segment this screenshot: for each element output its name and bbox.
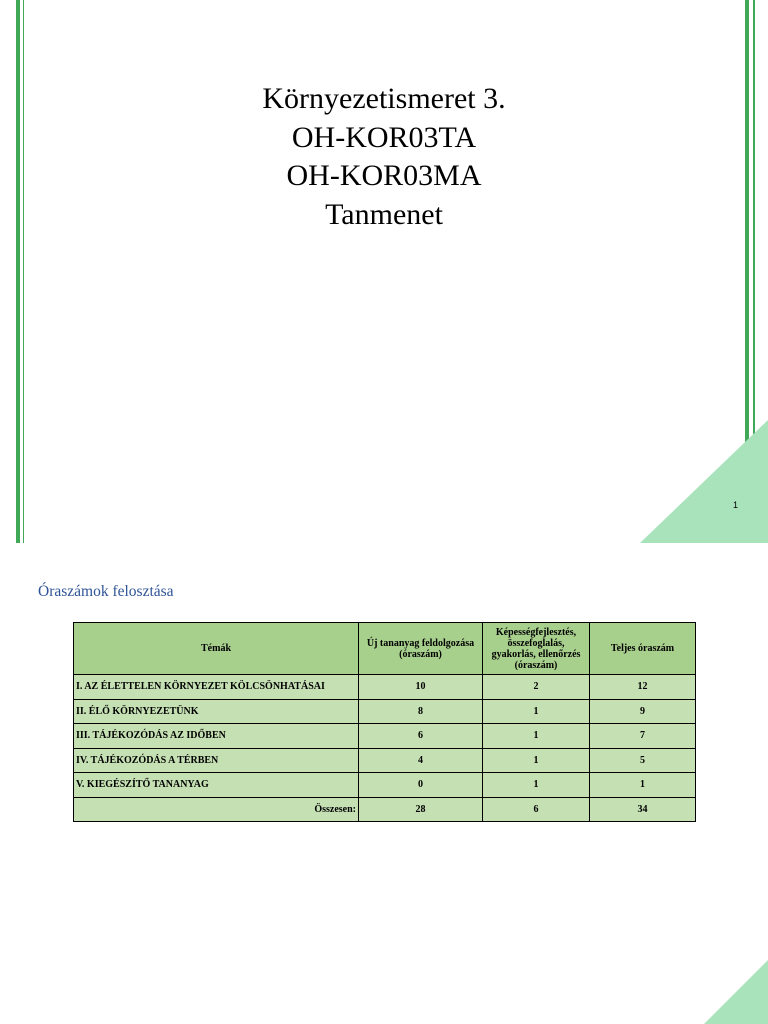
skill-hours-cell: 1 <box>483 724 590 749</box>
new-hours-cell: 10 <box>359 675 483 700</box>
skill-hours-cell: 2 <box>483 675 590 700</box>
skill-hours-cell: 1 <box>483 748 590 773</box>
cover-title-line-1: Környezetismeret 3. <box>262 82 506 115</box>
section-title: Óraszámok felosztása <box>38 583 174 600</box>
cover-title-line-2: OH-KOR03TA <box>291 120 477 154</box>
grand-total-cell: 34 <box>590 797 696 822</box>
header-new-material: Új tananyag feldolgozása (óraszám) <box>359 623 483 675</box>
table-row <box>74 724 696 749</box>
cover-title-line-3: OH-KOR03MA <box>286 159 482 192</box>
new-hours-cell: 0 <box>359 773 483 798</box>
corner-triangle-decoration-bottom <box>704 960 768 1024</box>
total-hours-cell: 12 <box>590 675 696 700</box>
table-row <box>74 675 696 700</box>
total-label-cell: Összesen: <box>74 797 359 822</box>
corner-triangle-decoration <box>640 420 768 543</box>
cover-title <box>0 80 768 234</box>
topic-cell: V. KIEGÉSZÍTŐ TANANYAG <box>74 773 359 798</box>
topic-cell: II. ÉLŐ KÖRNYEZETÜNK <box>74 699 359 724</box>
total-hours-cell: 7 <box>590 724 696 749</box>
new-hours-cell: 8 <box>359 699 483 724</box>
header-topics: Témák <box>74 623 359 675</box>
topic-cell: IV. TÁJÉKOZÓDÁS A TÉRBEN <box>74 748 359 773</box>
new-hours-cell: 6 <box>359 724 483 749</box>
new-hours-cell: 4 <box>359 748 483 773</box>
skill-hours-cell: 1 <box>483 773 590 798</box>
total-skill-hours-cell: 6 <box>483 797 590 822</box>
table-total-row <box>74 797 696 822</box>
total-hours-cell: 5 <box>590 748 696 773</box>
table-row <box>74 748 696 773</box>
total-hours-cell: 1 <box>590 773 696 798</box>
total-new-hours-cell: 28 <box>359 797 483 822</box>
topic-cell: III. TÁJÉKOZÓDÁS AZ IDŐBEN <box>74 724 359 749</box>
table-header-row <box>74 623 696 675</box>
table-row <box>74 773 696 798</box>
cover-title-line-4: Tanmenet <box>325 197 443 231</box>
topic-cell: I. AZ ÉLETTELEN KÖRNYEZET KÖLCSÖNHATÁSAI <box>74 675 359 700</box>
header-total-hours: Teljes óraszám <box>590 623 696 675</box>
skill-hours-cell: 1 <box>483 699 590 724</box>
content-page <box>0 543 768 1024</box>
table-row <box>74 699 696 724</box>
header-skills: Képességfejlesztés, összefoglalás, gyakorlás, ellenőrzés (óraszám) <box>483 623 590 675</box>
hours-table <box>73 622 696 822</box>
page-number: 1 <box>733 500 739 510</box>
total-hours-cell: 9 <box>590 699 696 724</box>
